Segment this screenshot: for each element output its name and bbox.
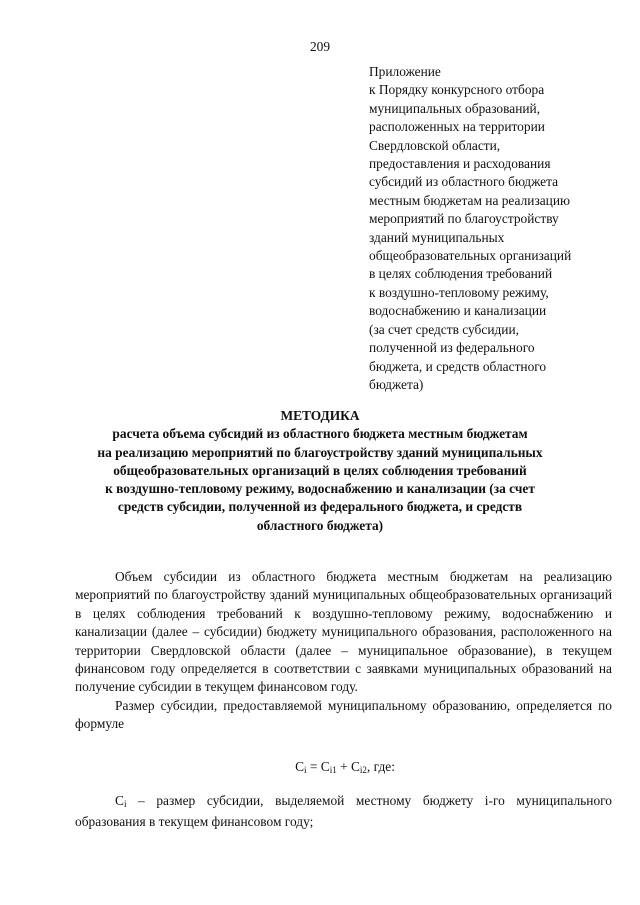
appendix-line: Приложение <box>369 64 441 79</box>
appendix-line: бюджета, и средств областного <box>369 358 547 374</box>
title-line: областного бюджета) <box>256 517 384 533</box>
formula-tail: , где: <box>366 759 395 774</box>
title-line: общеобразовательных организаций в целях соблюдения требований <box>113 462 527 478</box>
formula-term2: C <box>350 759 360 774</box>
appendix-line: субсидий из областного бюджета <box>369 174 559 190</box>
title-line: к воздушно-тепловому режиму, водоснабжению и канализации (за счет <box>105 481 535 497</box>
appendix-line: водоснабжению и канализации <box>369 303 547 319</box>
appendix-line: в целях соблюдения требований <box>369 266 553 282</box>
definition-symbol-sub: i <box>123 799 127 809</box>
paragraph: Размер субсидии, предоставляемой муниципальному образованию, определяется по формуле <box>75 697 612 732</box>
appendix-line: мероприятий по благоустройству <box>369 211 559 227</box>
appendix-line: к Порядку конкурсного отбора <box>369 82 545 98</box>
title-line: расчета объема субсидий из областного бюджета местным бюджетам <box>112 426 528 442</box>
appendix-line: полученной из федерального <box>369 340 535 356</box>
appendix-line: расположенных на территории <box>369 119 545 135</box>
appendix-line: Свердловской области, <box>369 137 501 153</box>
page-number: 209 <box>309 39 331 54</box>
body-text <box>75 568 612 734</box>
title-heading: МЕТОДИКА <box>280 408 360 423</box>
definition <box>75 792 612 832</box>
formula-term2-sub: i2 <box>359 765 367 775</box>
appendix-line: местным бюджетам на реализацию <box>369 192 571 208</box>
formula-lhs-sub: i <box>304 765 307 775</box>
document-title <box>60 407 580 535</box>
appendix-line: предоставления и расходования <box>369 156 551 172</box>
formula-term1-sub: i1 <box>329 765 337 775</box>
appendix-line: к воздушно-тепловому режиму, <box>369 284 549 300</box>
formula-plus: + <box>336 759 351 774</box>
definition-paragraph <box>75 792 612 832</box>
formula-lhs: C <box>295 759 304 774</box>
appendix-line: зданий муниципальных <box>369 229 505 245</box>
formula-term1: C <box>320 759 330 774</box>
definition-symbol: C <box>115 793 124 808</box>
appendix-line: бюджета) <box>369 376 424 392</box>
appendix-header <box>369 63 609 394</box>
formula-eq: = <box>306 759 321 774</box>
title-line: средств субсидии, полученной из федерального бюджета, и средств <box>117 499 523 515</box>
appendix-line: (за счет средств субсидии, <box>369 321 519 337</box>
title-line: на реализацию мероприятий по благоустройству зданий муниципальных <box>97 444 543 460</box>
paragraph: Объем субсидии из областного бюджета местным бюджетам на реализацию мероприятий по благоустройству зданий муниципальных общеобразовательных организаций в целях соблюдения требований к воздушно-тепловому режиму, водоснабжению и канализации (далее – субсидии) бюджету муниципального образования, расположенного на территории Свердловской области (далее – муниципальное образование), в текущем финансовом году определяется в соответствии с заявками муниципальных образований на получение субсидии в текущем финансовом году. <box>75 569 612 695</box>
formula <box>0 758 640 779</box>
definition-text: – размер субсидии, выделяемой местному бюджету i-го муниципального образования в текущем финансовом году; <box>75 793 612 830</box>
appendix-line: общеобразовательных организаций <box>369 248 572 264</box>
appendix-line: муниципальных образований, <box>369 100 541 116</box>
